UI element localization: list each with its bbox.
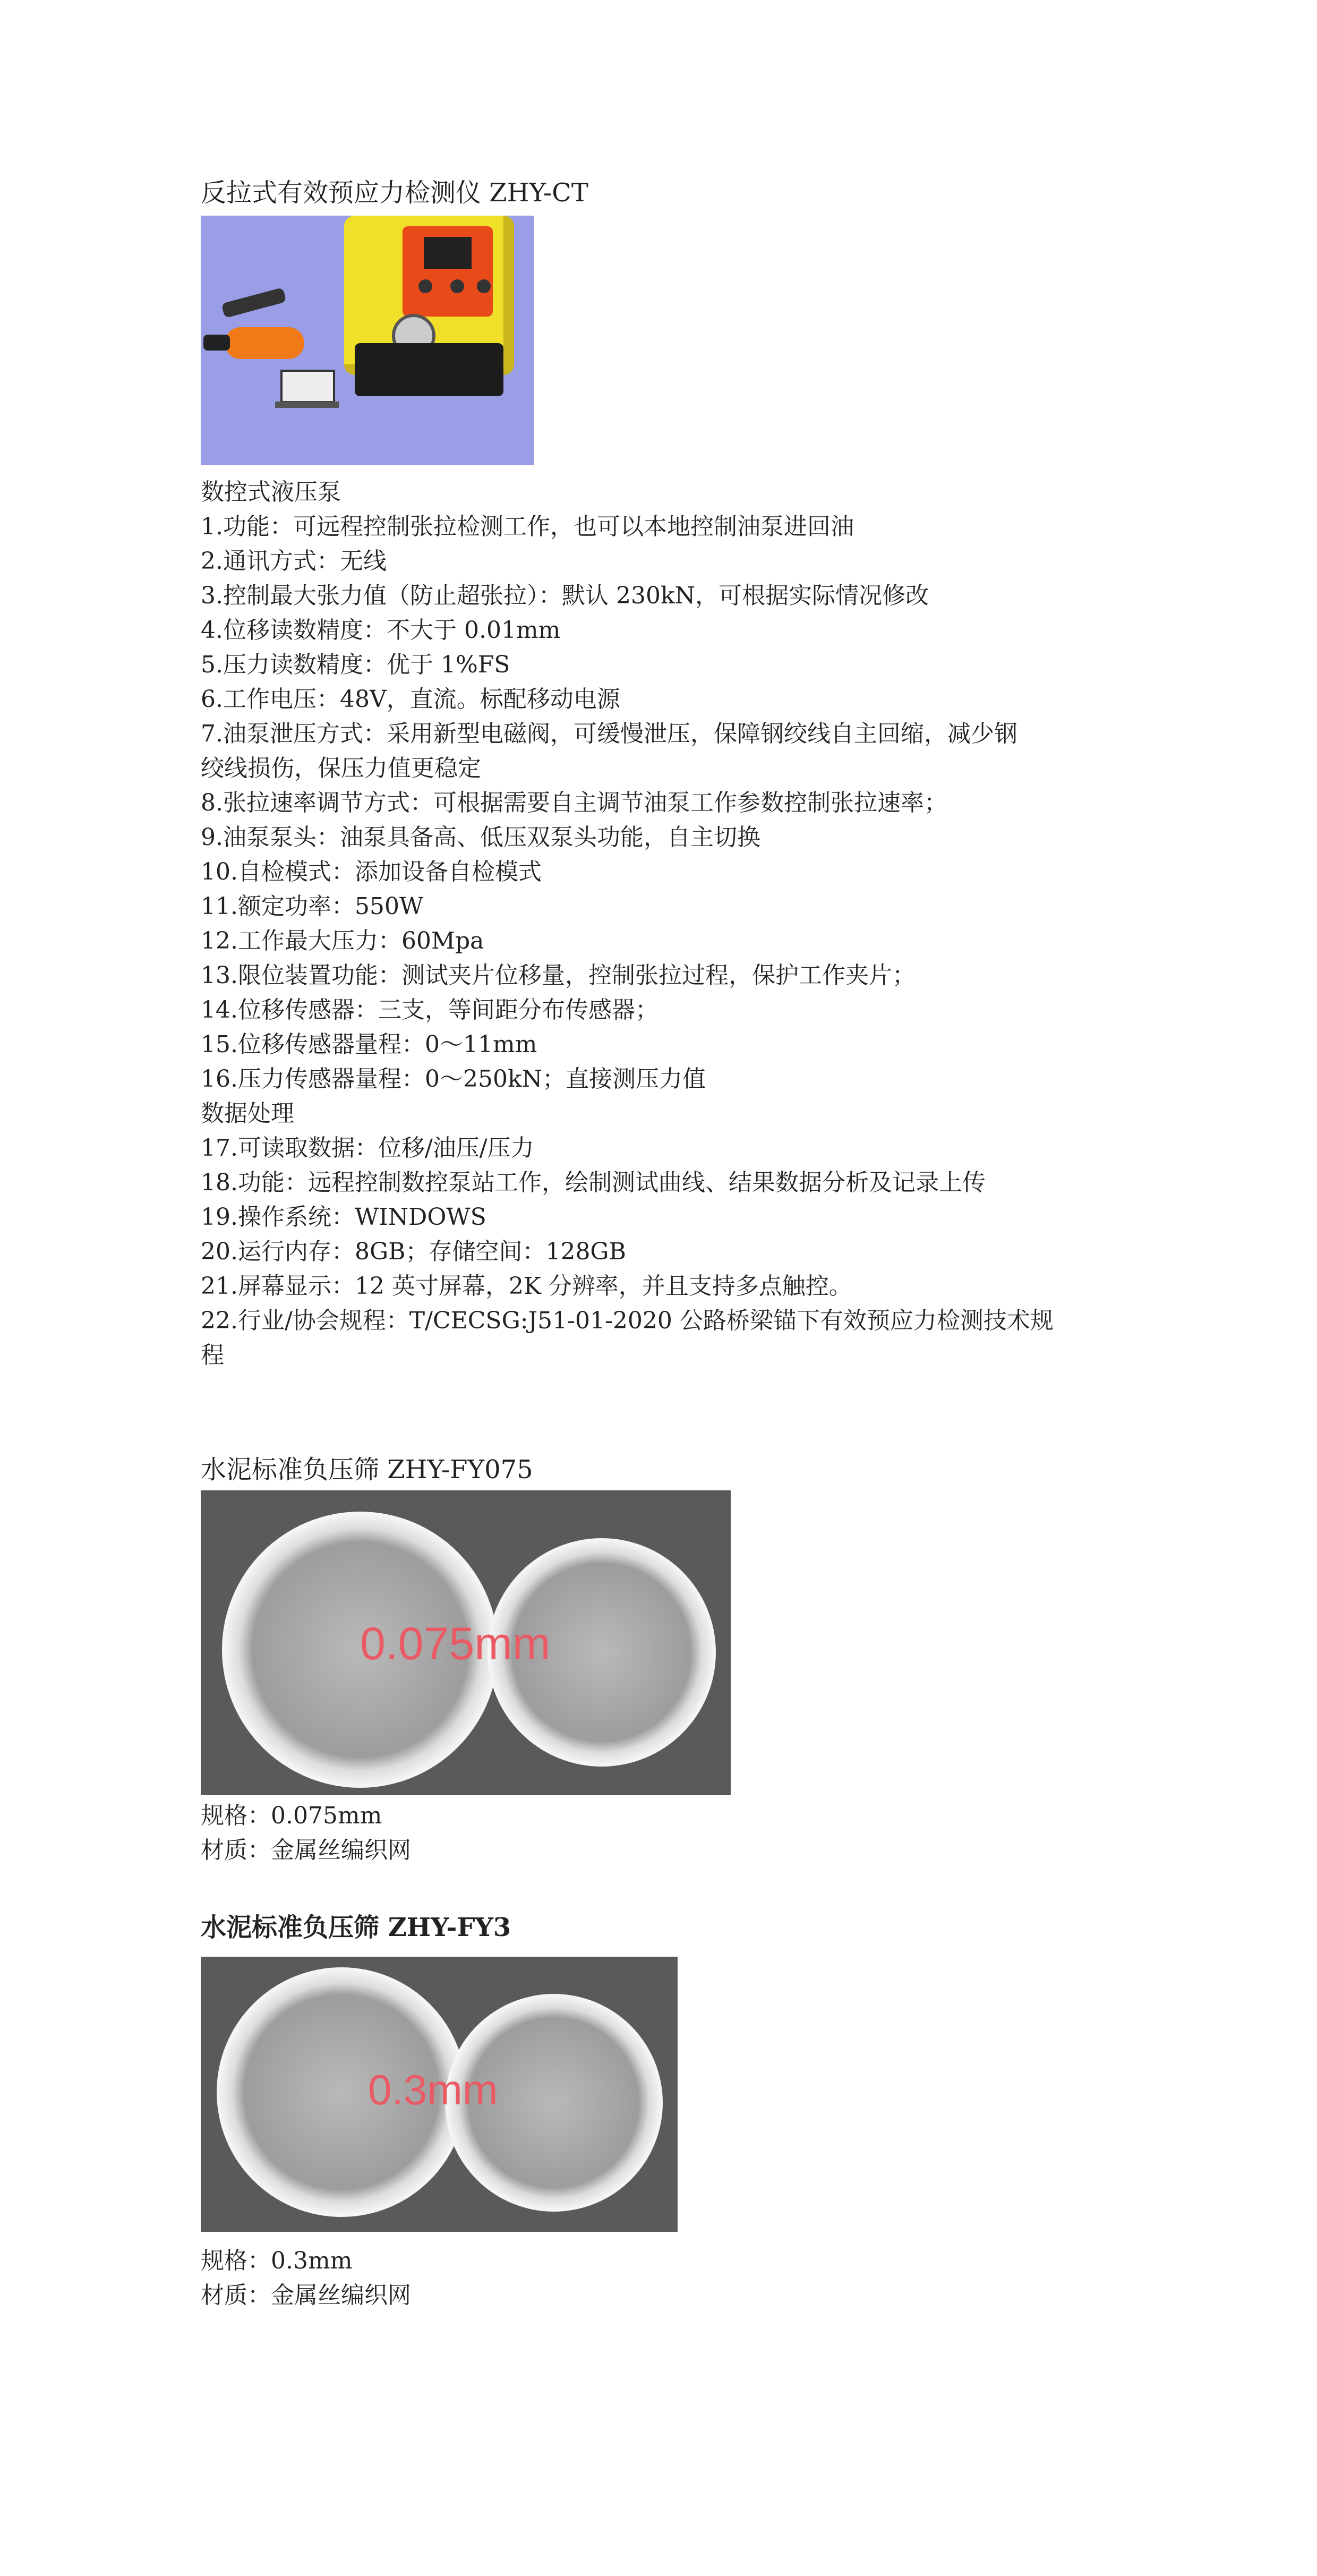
mesh-size-label: 0.3mm [368, 2066, 498, 2113]
spec-list-data [201, 1131, 1125, 1372]
spec-line: 20.运行内存：8GB；存储空间：128GB [201, 1238, 626, 1265]
pump-unit-graphic [344, 216, 514, 375]
jack-rod-graphic [221, 287, 286, 318]
display-graphic [424, 237, 472, 269]
spec-line: 12.工作最大压力：60Mpa [201, 927, 484, 954]
spec-line: 9.油泵泵头：油泵具备高、低压双泵头功能，自主切换 [201, 824, 760, 851]
spec-line: 4.位移读数精度：不大于 0.01mm [201, 617, 561, 644]
spec-line: 10.自检模式：添加设备自检模式 [201, 858, 542, 885]
spec-line: 5.压力读数精度：优于 1%FS [201, 651, 510, 678]
spec-line: 18.功能：远程控制数控泵站工作，绘制测试曲线、结果数据分析及记录上传 [201, 1169, 986, 1196]
spec-line: 21.屏幕显示：12 英寸屏幕，2K 分辨率，并且支持多点触控。 [201, 1273, 852, 1300]
spec-line: 16.压力传感器量程：0～250kN；直接测压力值 [201, 1065, 706, 1093]
spec-line: 8.张拉速率调节方式：可根据需要自主调节油泵工作参数控制张拉速率； [201, 789, 947, 816]
product-title: 反拉式有效预应力检测仪 ZHY-CT [201, 178, 588, 208]
spec-line: 7.油泵泄压方式：采用新型电磁阀，可缓慢泄压，保障钢绞线自主回缩，减少钢 [201, 720, 1017, 747]
product-title: 水泥标准负压筛 ZHY-FY075 [201, 1455, 533, 1485]
spec-line: 6.工作电压：48V，直流。标配移动电源 [201, 686, 620, 713]
pump-base-graphic [355, 343, 503, 396]
mesh-size-label: 0.075mm [360, 1618, 551, 1669]
product-section-fy3 [201, 1910, 1125, 2313]
spec-line: 15.位移传感器量程：0～11mm [201, 1031, 537, 1058]
material-line: 材质：金属丝编织网 [201, 1837, 411, 1864]
product-photo-tester [201, 216, 534, 465]
spec-line: 2.通讯方式：无线 [201, 548, 387, 575]
spec-line: 17.可读取数据：位移/油压/压力 [201, 1135, 534, 1162]
spec-line: 规格：0.075mm [201, 1802, 382, 1829]
spec-list-pump [201, 509, 1125, 1096]
spec-line: 11.额定功率：550W [201, 893, 424, 920]
panel-knob-graphic [450, 279, 464, 293]
spec-line: 19.操作系统：WINDOWS [201, 1204, 486, 1231]
panel-knob-graphic [418, 279, 432, 293]
product-photo-sieve-075 [201, 1490, 731, 1795]
spec-line: 22.行业/协会规程：T/CECSG:J51-01-2020 公路桥梁锚下有效预应力检测技术规 [201, 1307, 1054, 1334]
laptop-graphic [280, 370, 335, 403]
jack-tool-graphic [225, 327, 304, 359]
spec-line: 程 [201, 1342, 224, 1369]
section-heading: 数控式液压泵 [201, 479, 341, 506]
product-section-fy075 [201, 1452, 1125, 1867]
section-heading: 数据处理 [201, 1100, 294, 1127]
panel-knob-graphic [477, 279, 491, 293]
spec-line: 规格：0.3mm [201, 2247, 353, 2274]
document-page [201, 175, 1125, 2313]
spec-line: 绞线损伤，保压力值更稳定 [201, 755, 481, 782]
spec-line: 3.控制最大张力值（防止超张拉）：默认 230kN，可根据实际情况修改 [201, 582, 929, 609]
material-line: 材质：金属丝编织网 [201, 2282, 411, 2309]
spec-line: 14.位移传感器：三支，等间距分布传感器； [201, 996, 658, 1023]
product-photo-sieve-3 [201, 1957, 678, 2232]
spec-line: 13.限位装置功能：测试夹片位移量，控制张拉过程，保护工作夹片； [201, 962, 916, 989]
spec-line: 1.功能：可远程控制张拉检测工作，也可以本地控制油泵进回油 [201, 513, 854, 540]
product-title: 水泥标准负压筛 ZHY-FY3 [201, 1913, 511, 1942]
product-section-ct [201, 175, 1125, 1372]
